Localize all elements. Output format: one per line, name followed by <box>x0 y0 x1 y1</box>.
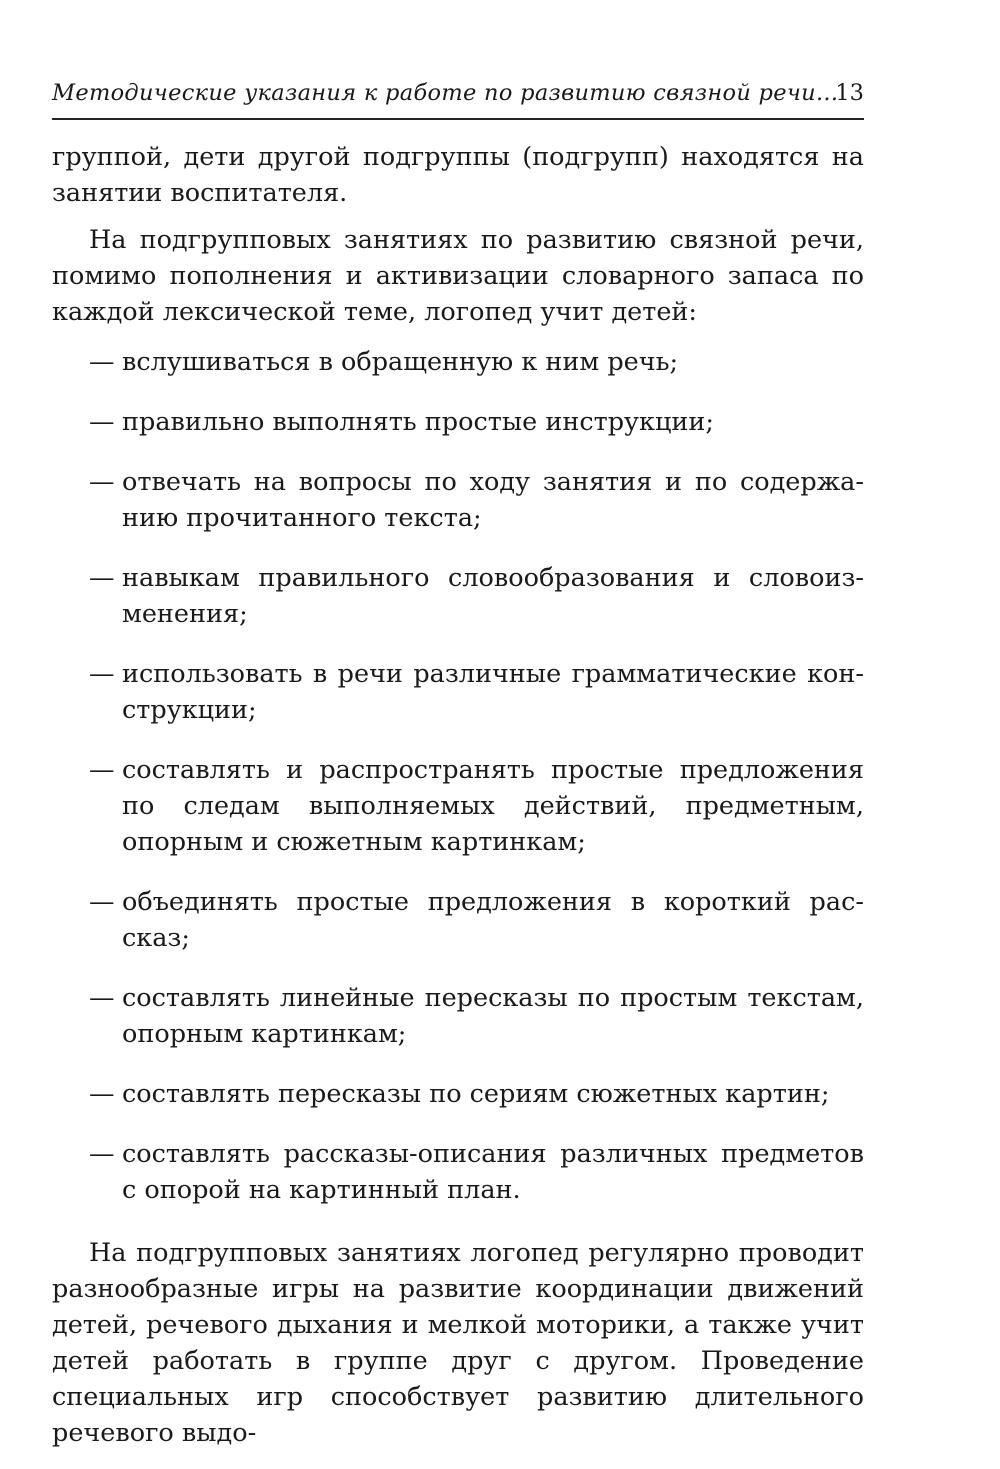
running-title: Методические указания к работе по развитию связной речи... <box>52 80 839 106</box>
dash-marker: — <box>89 1079 115 1109</box>
list-item-text: правильно выполнять простые инструкции; <box>122 407 714 437</box>
list-item <box>52 404 864 440</box>
list-item-text: отвечать на вопросы по ходу занятия и по содержанию прочитанного текста; <box>122 467 864 533</box>
page-number: 13 <box>835 80 864 106</box>
paragraph-games: На подгрупповых занятиях логопед регулярно проводит разнообразные игры на развитие координации движений детей, речевого дыхания и мелкой моторики, а также учит детей работать в группе друг с другом. Проведение специальных игр способствует развитию длительного речевого выдо- <box>52 1238 864 1448</box>
list-item <box>52 884 864 956</box>
dash-marker: — <box>89 467 115 497</box>
list-item-text: составлять пересказы по сериям сюжетных картин; <box>122 1079 830 1109</box>
list-item-text: навыкам правильного словообразования и словоизменения; <box>122 563 864 629</box>
list-item <box>52 1136 864 1208</box>
dash-marker: — <box>89 407 115 437</box>
list-item <box>52 464 864 536</box>
dash-marker: — <box>89 563 115 593</box>
list-item-text: объединять простые предложения в короткий рассказ; <box>122 887 864 953</box>
list-item <box>52 656 864 728</box>
dash-marker: — <box>89 983 115 1013</box>
list-item-text: вслушиваться в обращенную к ним речь; <box>122 347 679 377</box>
dash-marker: — <box>89 1139 115 1169</box>
list-item <box>52 560 864 632</box>
dash-marker: — <box>89 887 115 917</box>
list-item-text: составлять рассказы-описания различных предметов с опорой на картинный план. <box>122 1139 864 1205</box>
dash-marker: — <box>89 755 115 785</box>
paragraph-continuation: группой, дети другой подгруппы (подгрупп) находятся на занятии воспитателя. <box>52 142 864 208</box>
list-item-text: составлять и распространять простые предложения по следам выполняемых действий, предметным, опорным и сюжетным картинкам; <box>122 755 864 857</box>
paragraph-intro: На подгрупповых занятиях по развитию связной речи, помимо пополнения и активизации словарного запаса по каждой лексической теме, логопед учит детей: <box>52 225 864 327</box>
dash-marker: — <box>89 347 115 377</box>
dash-marker: — <box>89 659 115 689</box>
list-item <box>52 344 864 380</box>
skills-list <box>52 344 864 1232</box>
running-header <box>52 76 864 120</box>
list-item-text: использовать в речи различные грамматические конструкции; <box>122 659 864 725</box>
list-item-text: составлять линейные пересказы по простым текстам, опорным картинкам; <box>122 983 864 1049</box>
list-item <box>52 980 864 1052</box>
list-item <box>52 752 864 860</box>
list-item <box>52 1076 864 1112</box>
